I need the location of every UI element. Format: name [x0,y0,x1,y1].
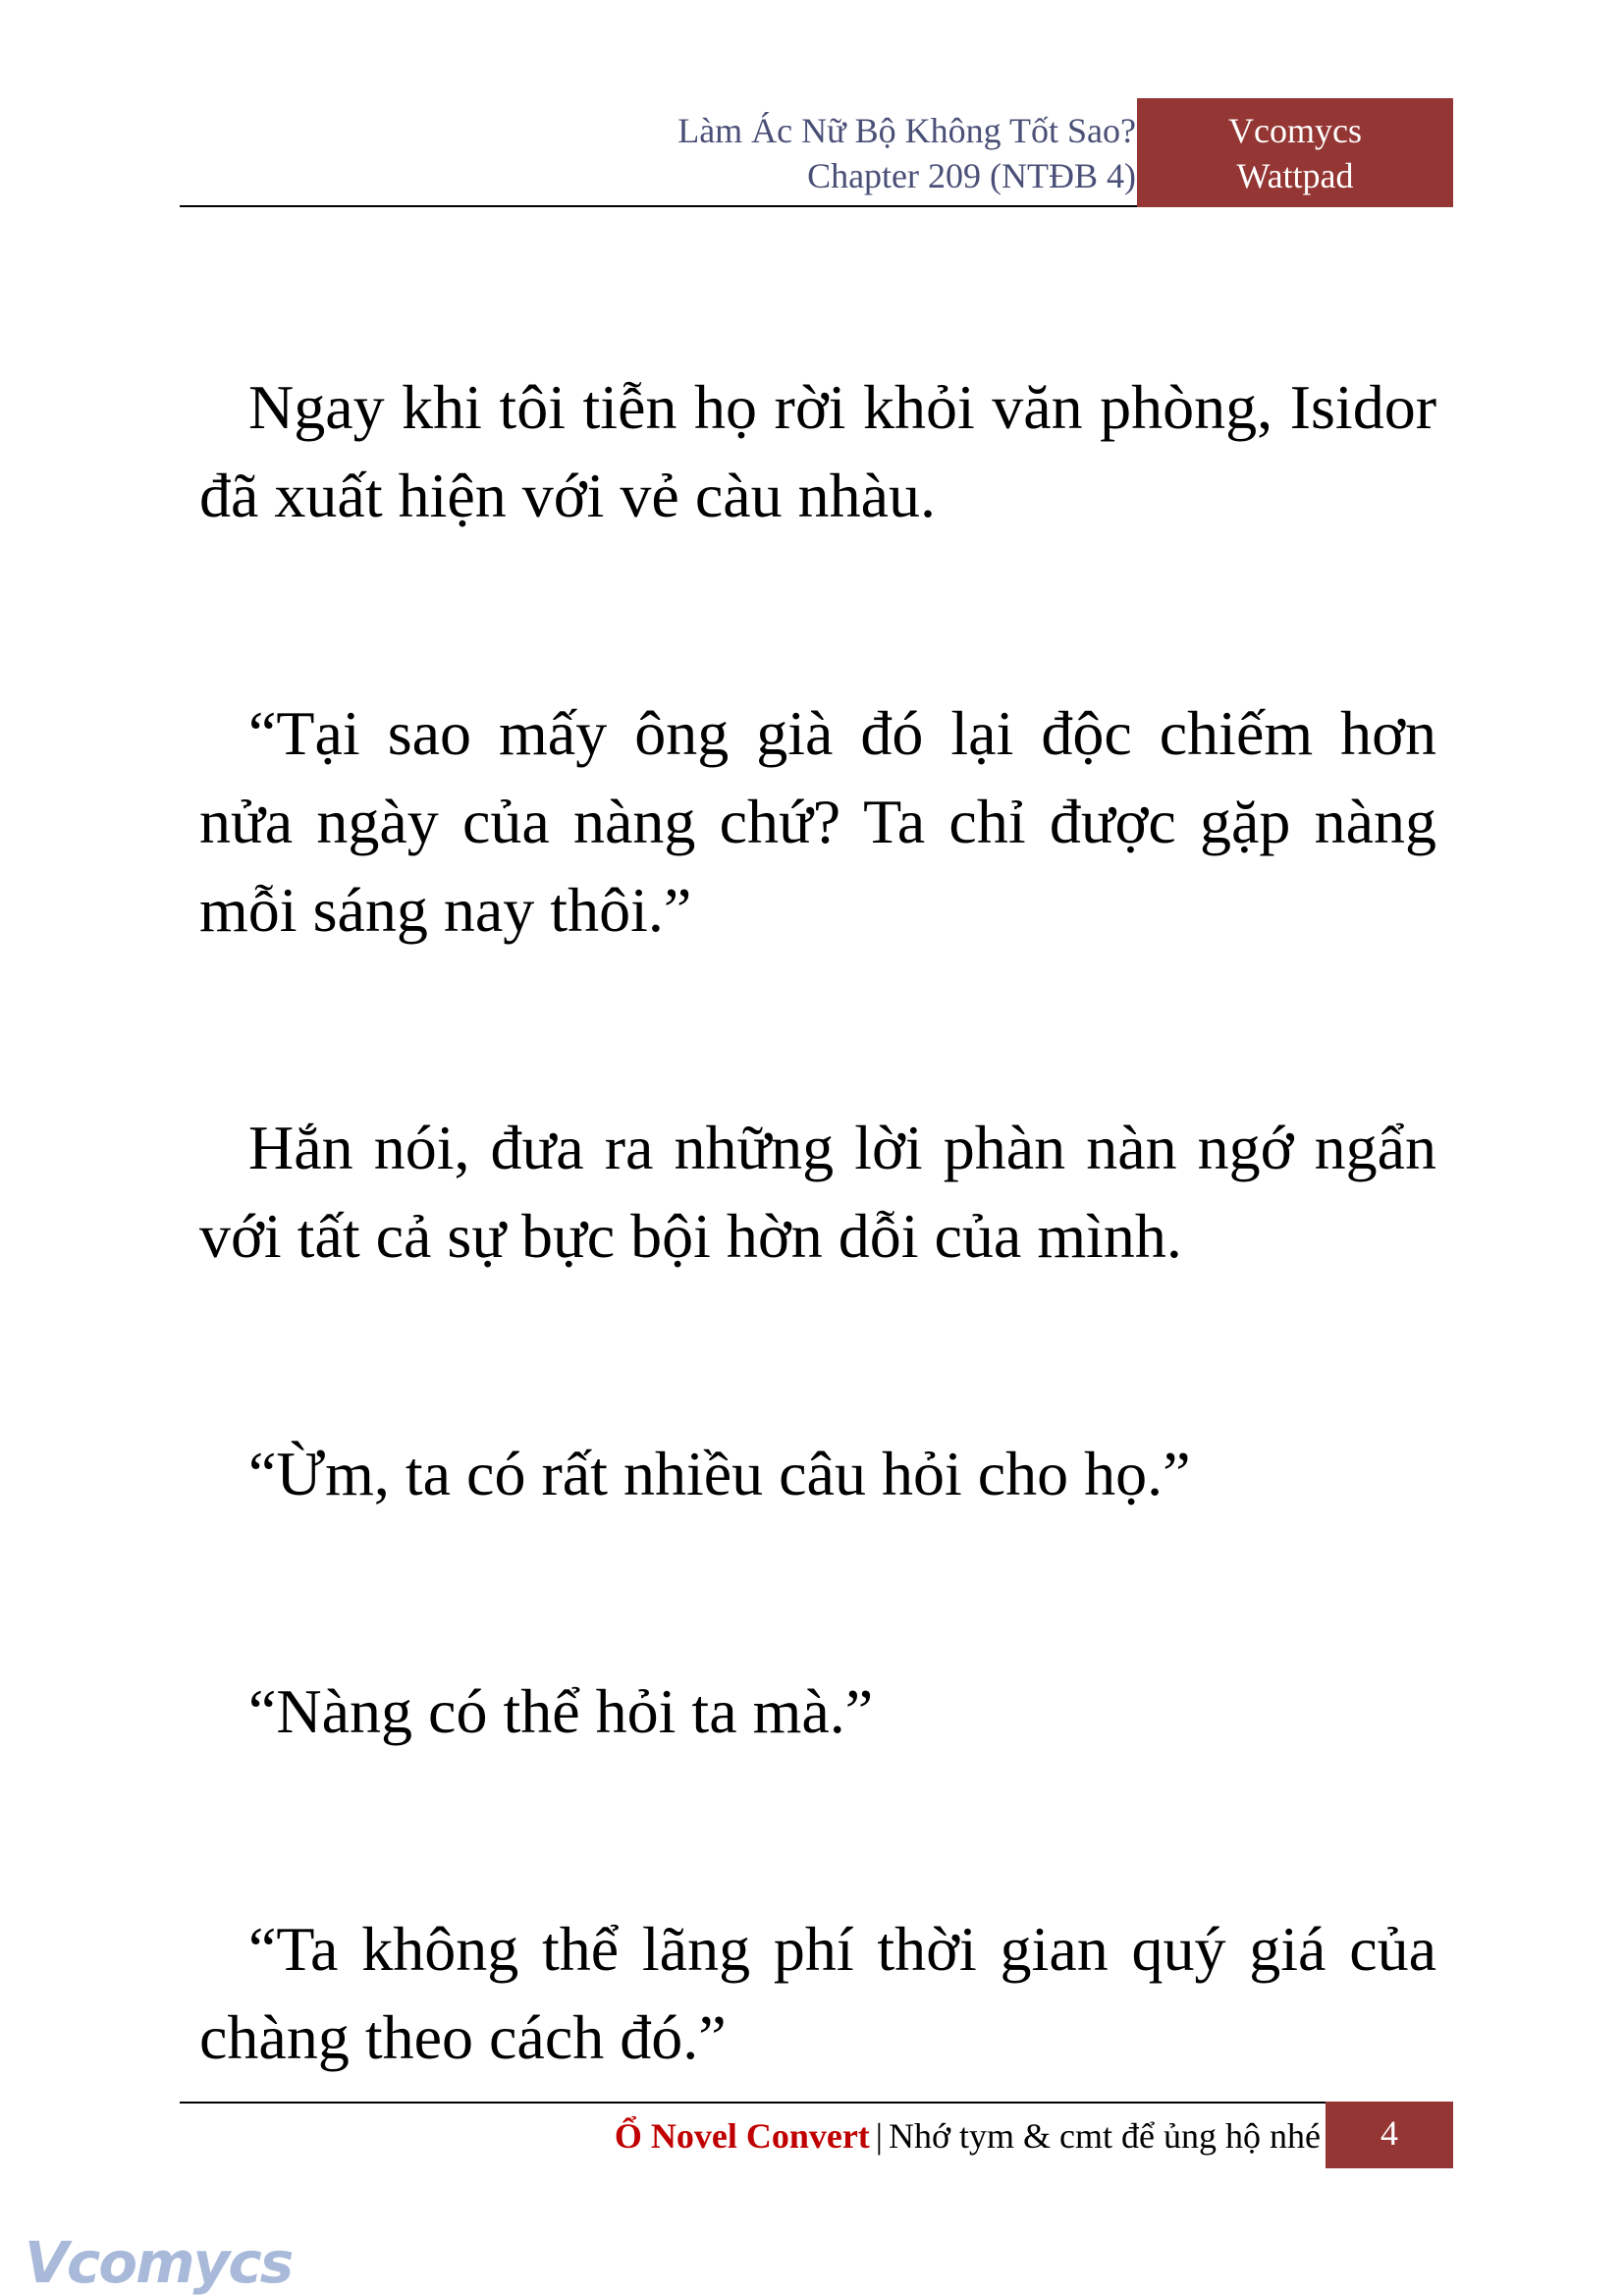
header-title [677,108,1136,198]
page-number: 4 [1326,2102,1453,2168]
watermark-logo: Vcomycs [25,2229,293,2296]
paragraph-5: “Nàng có thể hỏi ta mà.” [248,1676,874,1746]
header-divider [180,205,1137,207]
footer-text [615,2111,1321,2160]
book-title: Làm Ác Nữ Bộ Không Tốt Sao? [677,111,1136,150]
footer-note: Nhớ tym & cmt để ủng hộ nhé [889,2116,1321,2156]
footer-divider [180,2102,1328,2104]
page-body [199,363,1436,2231]
source-platform: Wattpad [1236,156,1354,195]
paragraph-3: Hắn nói, đưa ra những lời phàn nàn ngớ ngẩn với tất cả sự bực bội hờn dỗi của mình. [199,1113,1436,1271]
paragraph-6: “Ta không thể lãng phí thời gian quý giá của chàng theo cách đó.” [199,1914,1436,2072]
header-source-box [1137,98,1453,207]
paragraph-2: “Tại sao mấy ông già đó lại độc chiếm hơn nửa ngày của nàng chứ? Ta chỉ được gặp nàng mỗi sáng nay thôi.” [199,698,1436,945]
page-footer [180,2102,1453,2170]
footer-separator: | [875,2116,884,2156]
chapter-title: Chapter 209 (NTĐB 4) [807,156,1136,195]
paragraph-1: Ngay khi tôi tiễn họ rời khỏi văn phòng, Isidor đã xuất hiện với vẻ càu nhàu. [199,372,1436,530]
source-name: Vcomycs [1228,111,1362,150]
footer-brand: Ổ Novel Convert [614,2116,870,2156]
paragraph-4: “Ừm, ta có rất nhiều câu hỏi cho họ.” [248,1439,1191,1508]
page-header [180,98,1453,207]
